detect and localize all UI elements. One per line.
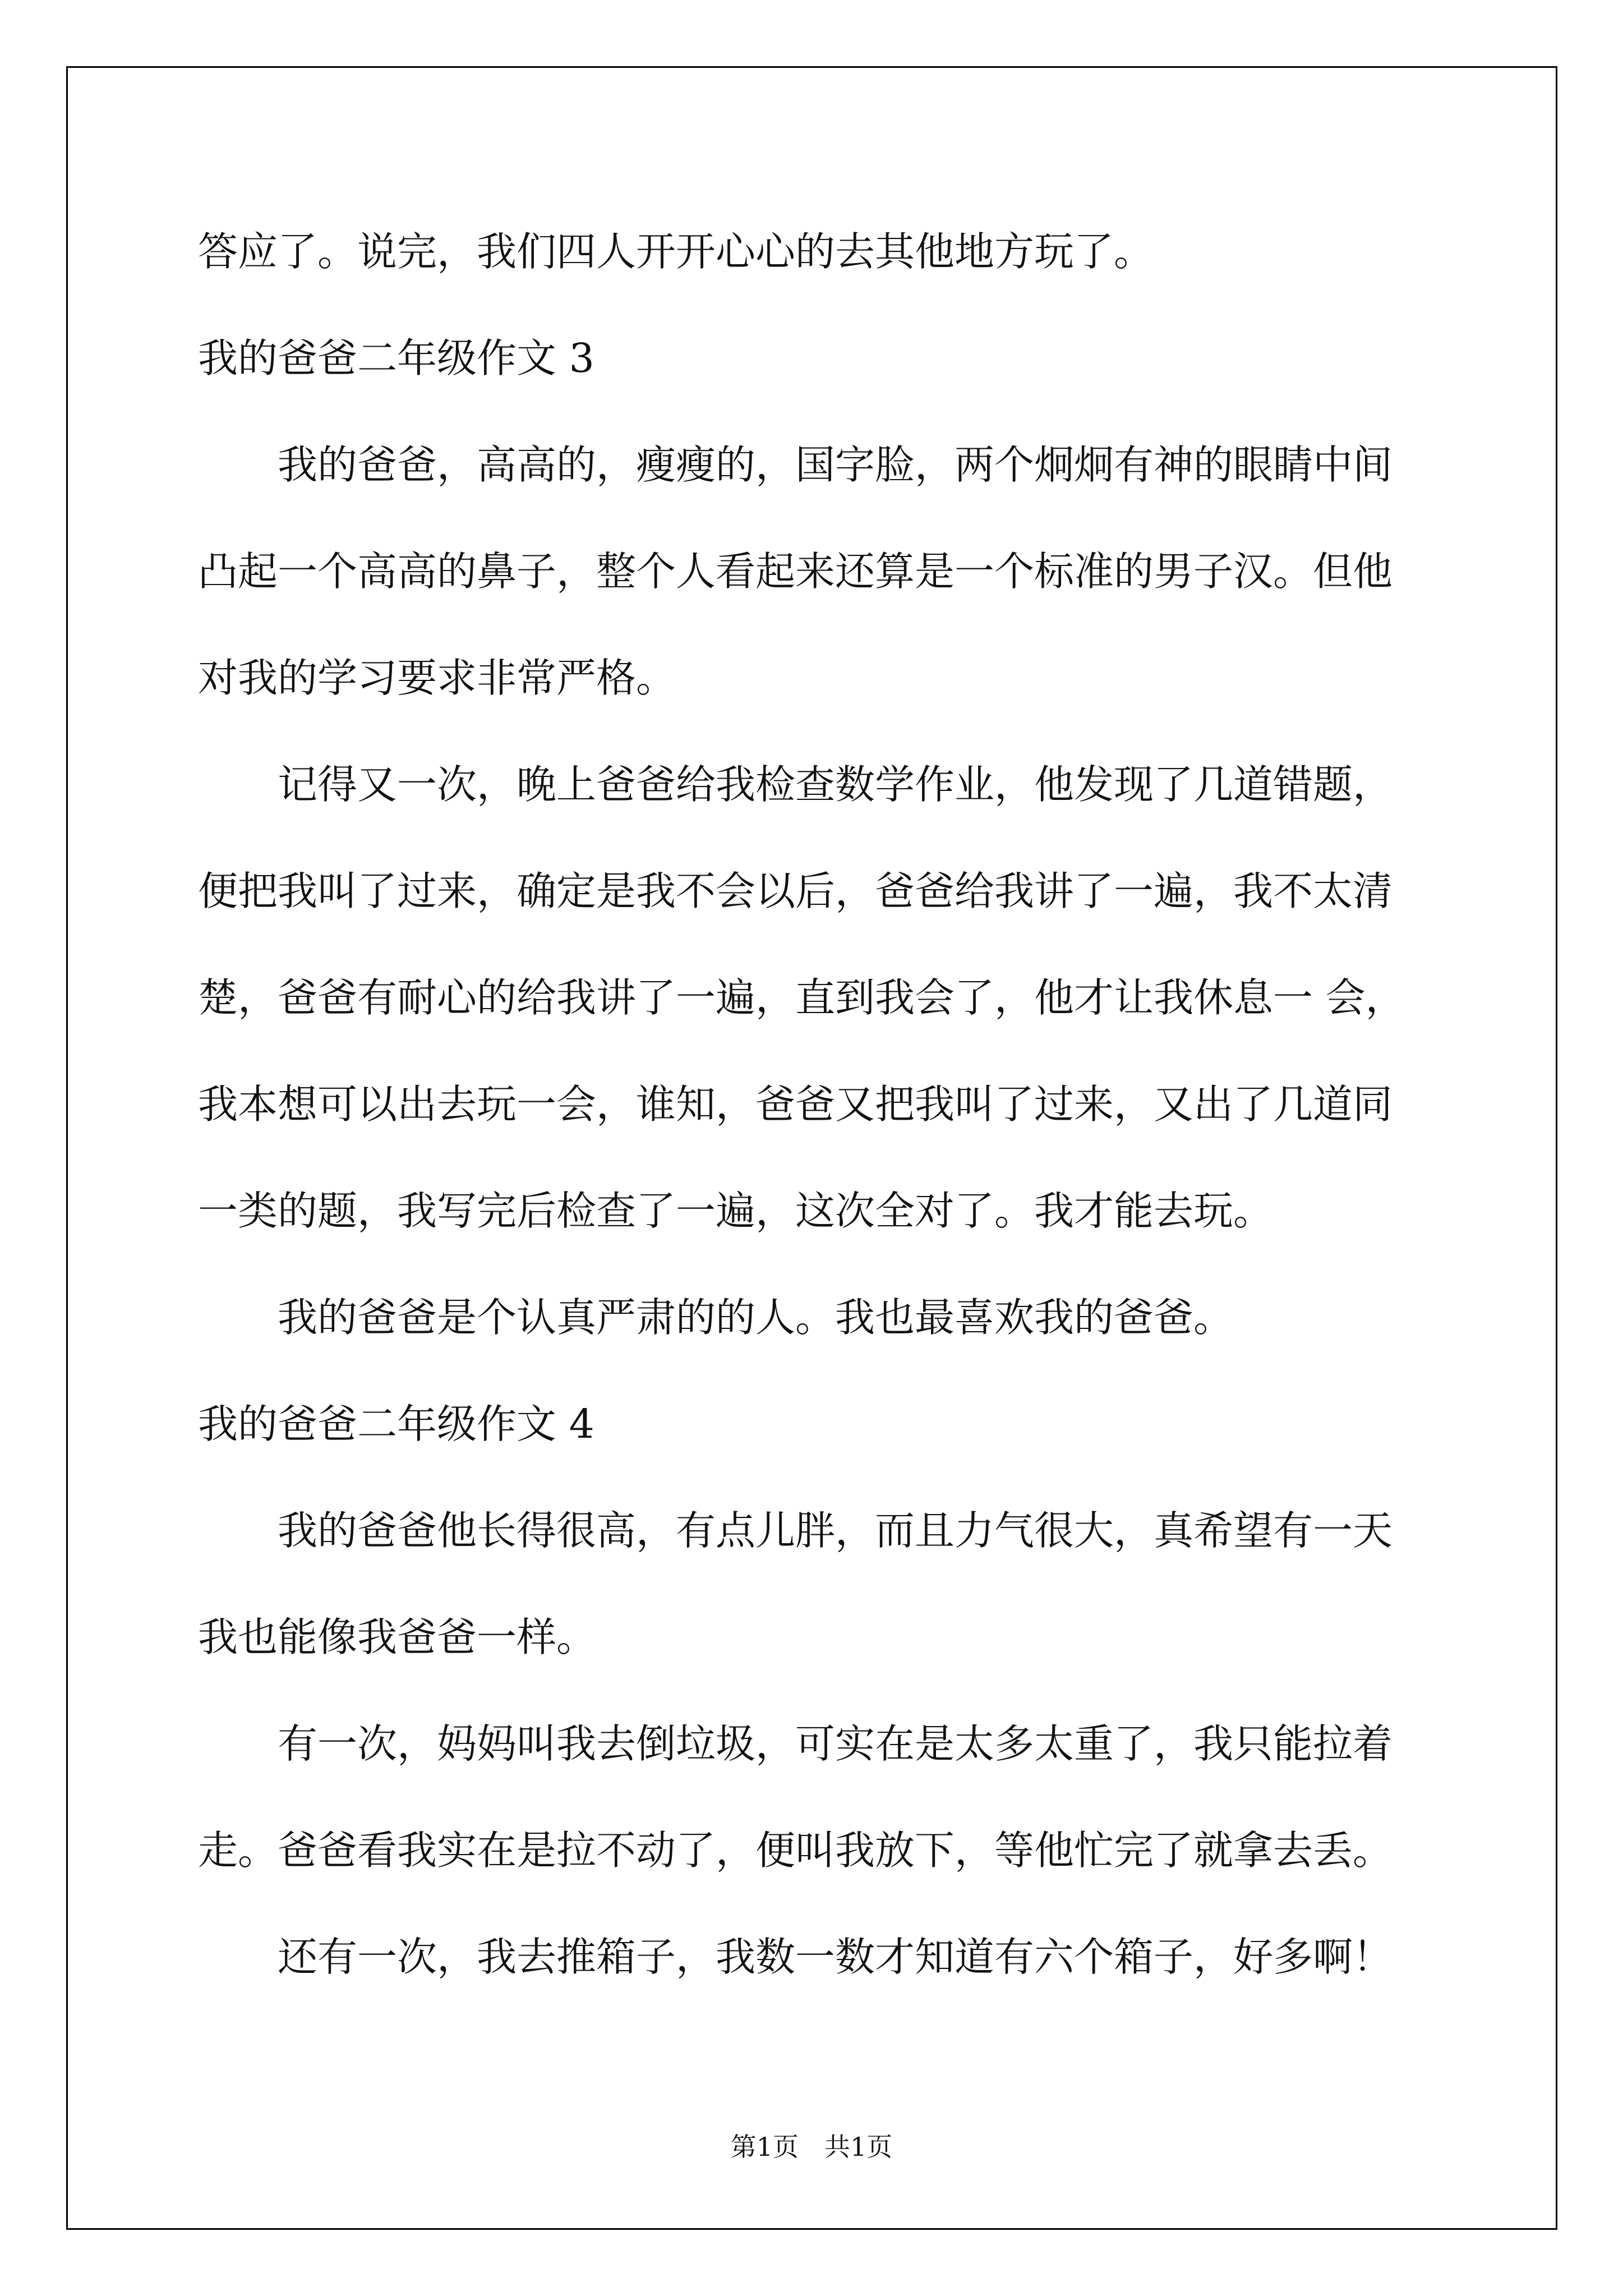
text-line: 楚，爸爸有耐心的给我讲了一遍，直到我会了，他才让我休息一 会，	[198, 974, 1405, 1021]
paragraph	[198, 731, 1544, 1264]
text-line: 一类的题，我写完后检查了一遍，这次全对了。我才能去玩。	[198, 1188, 1274, 1234]
text-line: 便把我叫了过来，确定是我不会以后，爸爸给我讲了一遍，我不太清	[198, 868, 1393, 914]
paragraph	[198, 1478, 1544, 1691]
text-line: 走。爸爸看我实在是拉不动了，便叫我放下，等他忙完了就拿去丢。	[198, 1827, 1393, 1874]
essay-title: 我的爸爸二年级作文 3	[198, 335, 594, 381]
text-line: 我本想可以出去玩一会，谁知，爸爸又把我叫了过来，又出了几道同	[198, 1081, 1393, 1128]
paragraph	[198, 199, 1544, 305]
text-line: 对我的学习要求非常严格。	[198, 655, 676, 701]
paragraph	[198, 1264, 1544, 1371]
text-line: 记得又一次，晚上爸爸给我检查数学作业，他发现了几道错题，	[278, 761, 1393, 808]
essay-title: 我的爸爸二年级作文 4	[198, 1401, 594, 1447]
text-line: 还有一次，我去推箱子，我数一数才知道有六个箱子，好多啊！	[278, 1934, 1393, 1980]
page-number-footer: 第1页 共1页	[730, 2132, 893, 2162]
text-line: 我的爸爸他长得很高，有点儿胖，而且力气很大，真希望有一天	[278, 1507, 1393, 1554]
essay-section-4	[198, 1371, 1544, 2010]
essay-section-3	[198, 305, 1544, 1371]
paragraph	[198, 412, 1544, 731]
text-line: 答应了。说完，我们四人开开心心的去其他地方玩了。	[198, 228, 1154, 275]
text-line: 有一次，妈妈叫我去倒垃圾，可实在是太多太重了，我只能拉着	[278, 1720, 1393, 1767]
text-line: 凸起一个高高的鼻子，整个人看起来还算是一个标准的男子汉。但他	[198, 548, 1393, 595]
paragraph	[198, 1691, 1544, 1904]
document-body	[198, 199, 1544, 2010]
continued-section	[198, 199, 1544, 305]
text-line: 我的爸爸，高高的，瘦瘦的，国字脸，两个炯炯有神的眼睛中间	[278, 441, 1393, 488]
text-line: 我也能像我爸爸一样。	[198, 1614, 597, 1660]
paragraph	[198, 1904, 1544, 2010]
text-line: 我的爸爸是个认真严肃的的人。我也最喜欢我的爸爸。	[278, 1294, 1234, 1341]
